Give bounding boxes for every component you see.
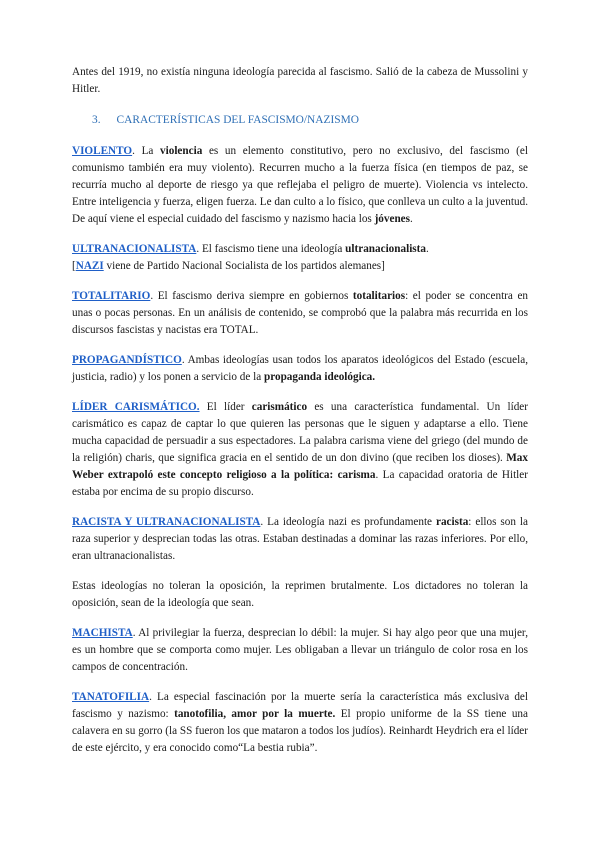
text: . La capacidad oratoria de Hitler estaba por encima de su propio discurso. [72, 469, 528, 498]
intro-paragraph [72, 64, 528, 98]
paragraph-racista [72, 514, 528, 565]
text: : el poder se concentra en unas o pocas personas. En un análisis de contenido, se comprobó que la palabra más recurrida en los discursos fascistas y nacistas era TOTAL. [72, 290, 528, 336]
intro-text: Antes del 1919, no existía ninguna ideología parecida al fascismo. Salió de la cabeza de Mussolini y Hitler. [72, 66, 528, 95]
text: es un elemento constitutivo, pero no exclusivo, del fascismo (el comunismo también era muy violento). Recurren mucho a la fuerza física (en tiempos de paz, se recurría mucho al deporte de riesgo ya que reflejaba el peligro de muerte). Violencia vs intelecto. Entre inteligencia y fuerza, eligen fuerza. Le dan culto a lo físico, que conlleva un culto a la juventud. De aquí viene el especial cuidado del fascismo y nazismo hacia los [72, 145, 528, 225]
bold-text: jóvenes [374, 213, 410, 225]
text: . El fascismo tiene una ideología [196, 243, 346, 255]
keyword-violento: VIOLENTO [72, 145, 133, 157]
bold-text: racista [435, 516, 469, 528]
text: . La [132, 145, 161, 157]
bold-text: violencia [160, 145, 203, 157]
keyword-racista: RACISTA Y ULTRANACIONALISTA [72, 516, 261, 528]
text: . Ambas ideologías usan todos los aparatos ideológicos del Estado (escuela, justicia, radio) y los ponen a servicio de la [72, 354, 528, 383]
text: El propio uniforme de la SS tiene una calavera en su gorro (la SS fueron los que mataron a todos los judíos). Reinhardt Heydrich era el líder de este ejército, y era conocido como“La bestia rubia”. [72, 708, 528, 754]
text: : ellos son la raza superior y desprecian todas las otras. Estaban destinadas a dominar las razas inferiores. Por ello, eran ultranacionalistas. [72, 516, 528, 562]
section-title: CARACTERÍSTICAS DEL FASCISMO/NAZISMO [116, 114, 359, 126]
paragraph-oposicion [72, 578, 528, 612]
text: Estas ideologías no toleran la oposición, la reprimen brutalmente. Los dictadores no toleran la oposición, sean de la ideología que sean. [72, 580, 528, 609]
text: viene de Partido Nacional Socialista de los partidos alemanes] [103, 260, 385, 272]
paragraph-tanatofilia [72, 689, 528, 757]
text: es una característica fundamental. Un líder carismático es capaz de captar lo que quieren las personas que le siguen y adaptarse a ello. Tiene mucha capacidad de persuadir a sus espectadores. La palabra carisma viene del griego (del mundo de la religión) charis, que significa gracia en el sentido de un don divino (que reciben los dioses). [72, 401, 528, 464]
paragraph-lider-carismatico [72, 399, 528, 501]
text: . Al privilegiar la fuerza, desprecian lo débil: la mujer. Si hay algo peor que una mujer, es un hombre que se comporta como mujer. Les obligaban a llevar un triángulo de color rosa en los campos de concentración. [72, 627, 528, 673]
keyword-lider-carismatico: LÍDER CARISMÁTICO. [72, 401, 200, 413]
bold-text: ultranacionalista [345, 243, 426, 255]
text: . El fascismo deriva siempre en gobiernos [150, 290, 353, 302]
paragraph-totalitario [72, 288, 528, 339]
section-number: 3. [92, 114, 101, 126]
keyword-nazi: NAZI [75, 260, 104, 272]
text: . La ideología nazi es profundamente [260, 516, 436, 528]
section-heading [72, 112, 528, 129]
bold-text: propaganda ideológica. [264, 371, 376, 383]
document-page [72, 64, 528, 770]
keyword-totalitario: TOTALITARIO [72, 290, 151, 302]
keyword-propagandistico: PROPAGANDÍSTICO [72, 354, 182, 366]
text: . [410, 213, 413, 225]
keyword-ultranacionalista: ULTRANACIONALISTA [72, 243, 197, 255]
text: . [425, 243, 429, 255]
keyword-machista: MACHISTA [72, 627, 133, 639]
paragraph-violento [72, 143, 528, 228]
paragraph-propagandistico [72, 352, 528, 386]
text: [ [72, 260, 76, 272]
bold-text: carismático [251, 401, 308, 413]
bold-text: tanotofilia, amor por la muerte. [174, 708, 336, 720]
paragraph-ultranacionalista [72, 241, 528, 275]
paragraph-machista [72, 625, 528, 676]
bold-text: totalitarios [352, 290, 406, 302]
bold-text: Max Weber extrapoló este concepto religioso a la política: carisma [72, 452, 528, 481]
keyword-tanatofilia: TANATOFILIA [72, 691, 150, 703]
text: . La especial fascinación por la muerte sería la característica más exclusiva del fascismo y nazismo: [72, 691, 528, 720]
text: El líder [199, 401, 252, 413]
